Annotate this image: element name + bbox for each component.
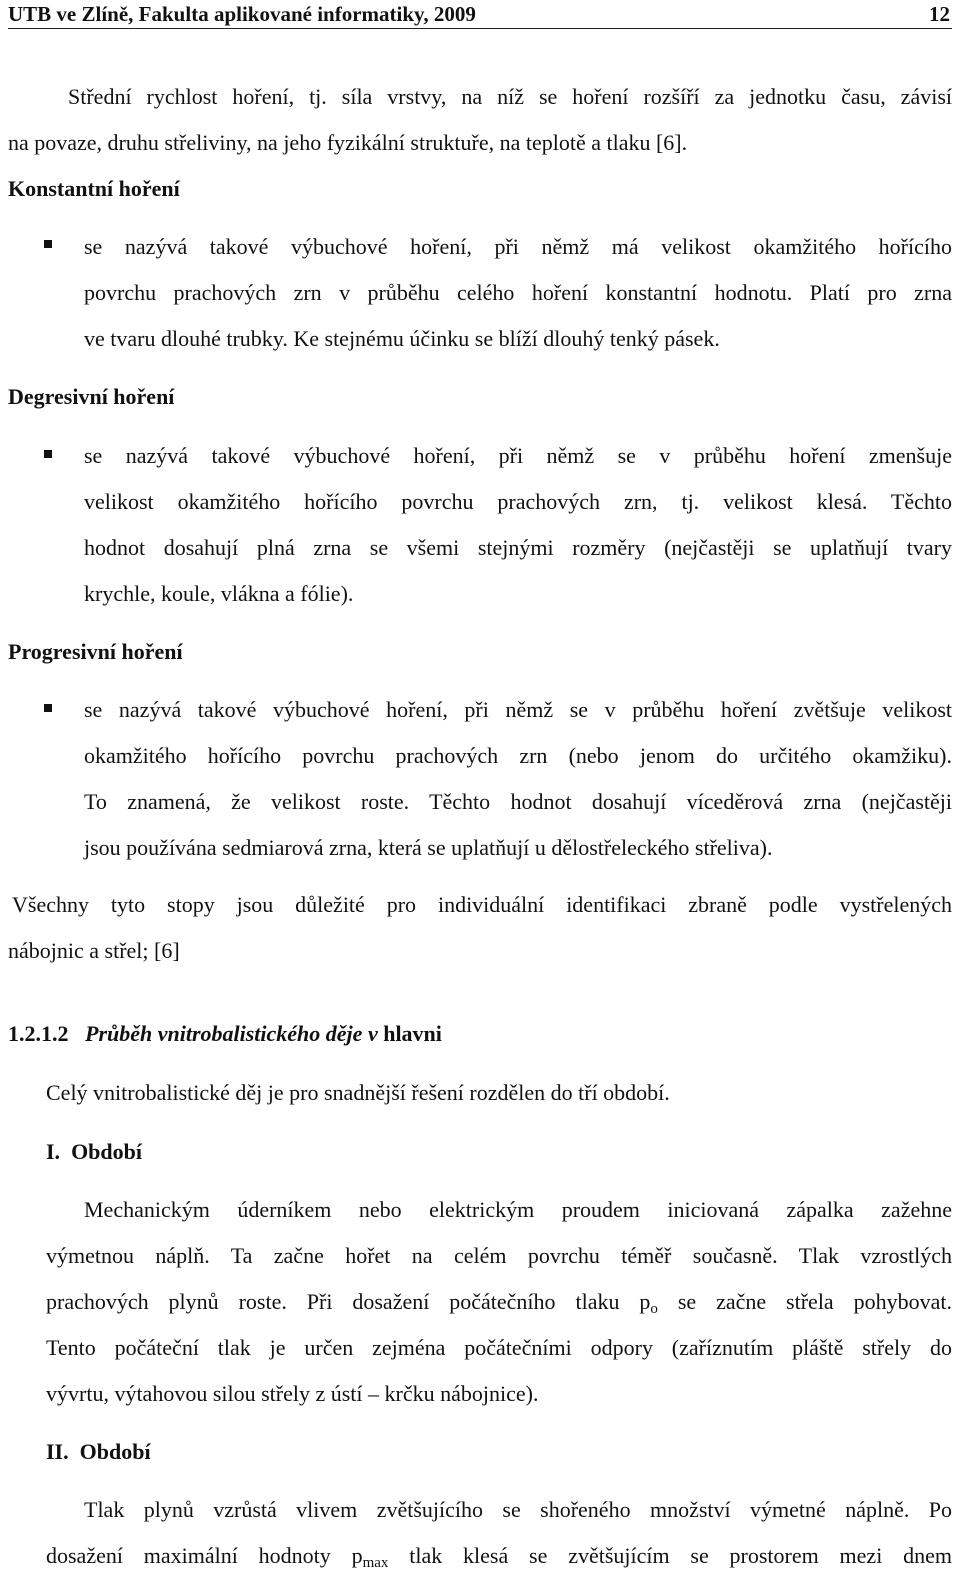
progresivni-line-4: jsou používána sedmiarová zrna, která se uplatňují u dělostřeleckého střeliva). <box>84 835 773 860</box>
section-heading <box>8 1021 442 1047</box>
header-title: UTB ve Zlíně, Fakulta aplikované informatiky, 2009 <box>8 2 476 26</box>
period-1-line-5: vývrtu, výtahovou silou střely z ústí – krčku nábojnice). <box>46 1381 539 1406</box>
section-number: 1.2.1.2 <box>8 1021 69 1046</box>
konstantni-line-1: se nazývá takové výbuchové hoření, při němž má velikost okamžitého hořícího <box>84 234 952 259</box>
bullet-icon <box>44 704 52 712</box>
heading-progresivni: Progresivní hoření <box>8 639 183 664</box>
degresivni-line-4: krychle, koule, vlákna a fólie). <box>84 581 354 606</box>
konstantni-line-2: povrchu prachových zrn v průběhu celého hoření konstantní hodnotu. Platí pro zrna <box>84 280 952 305</box>
page-header <box>8 0 952 29</box>
intro-line-2: na povaze, druhu střeliviny, na jeho fyzikální struktuře, na teplotě a tlaku [6]. <box>8 130 688 155</box>
heading-konstantni: Konstantní hoření <box>8 176 180 201</box>
bullet-icon <box>44 450 52 458</box>
period-1-line-1: Mechanickým úderníkem nebo elektrickým proudem iniciovaná zápalka zažehne <box>84 1197 952 1222</box>
progresivni-line-3: To znamená, že velikost roste. Těchto hodnot dosahují víceděrová zrna (nejčastěji <box>84 789 952 814</box>
section-title-plain: hlavni <box>383 1021 442 1046</box>
progresivni-line-1: se nazývá takové výbuchové hoření, při němž se v průběhu hoření zvětšuje velikost <box>84 697 952 722</box>
konstantni-line-3: ve tvaru dlouhé trubky. Ke stejnému účinku se blíží dlouhý tenký pásek. <box>84 326 720 351</box>
period-2-label: Období <box>79 1439 151 1464</box>
heading-degresivni: Degresivní hoření <box>8 384 175 409</box>
subscript-max: max <box>362 1555 389 1571</box>
period-2-line-2-rest: tlak klesá se zvětšujícím se prostorem mezi dnem <box>388 1543 952 1568</box>
period-1-line-3-rest: se začne střela pohybovat. <box>657 1289 952 1314</box>
period-1-line-2: výmetnou náplň. Ta začne hořet na celém povrchu téměř současně. Tlak vzrostlých <box>46 1243 952 1268</box>
period-1-line-4: Tento počáteční tlak je určen zejména počátečními odpory (zaříznutím pláště střely do <box>46 1335 952 1360</box>
period-1-roman: I. <box>46 1139 61 1164</box>
summary-line-2: nábojnic a střel; [6] <box>8 938 180 963</box>
section-intro: Celý vnitrobalistické děj je pro snadnější řešení rozdělen do tří období. <box>46 1080 670 1105</box>
section-title-italic: Průběh vnitrobalistického děje v <box>85 1021 378 1046</box>
period-2-line-2 <box>46 1543 952 1569</box>
period-1-line-3 <box>46 1289 952 1315</box>
period-1-line-3-text: prachových plynů roste. Při dosažení počátečního tlaku p <box>46 1289 651 1314</box>
degresivni-line-2: velikost okamžitého hořícího povrchu prachových zrn, tj. velikost klesá. Těchto <box>84 489 952 514</box>
period-1-label: Období <box>71 1139 142 1164</box>
degresivni-line-3: hodnot dosahují plná zrna se všemi stejnými rozměry (nejčastěji se uplatňují tvary <box>84 535 952 560</box>
subscript-o: o <box>650 1301 658 1317</box>
degresivni-line-1: se nazývá takové výbuchové hoření, při němž se v průběhu hoření zmenšuje <box>84 443 952 468</box>
page-number: 12 <box>929 2 950 26</box>
period-2-line-1: Tlak plynů vzrůstá vlivem zvětšujícího se shořeného množství výmetné náplně. Po <box>84 1497 952 1522</box>
bullet-icon <box>44 240 52 248</box>
period-1-heading <box>46 1139 142 1165</box>
summary-line-1: Všechny tyto stopy jsou důležité pro individuální identifikaci zbraně podle vystřelených <box>12 892 952 917</box>
intro-line-1: Střední rychlost hoření, tj. síla vrstvy, na níž se hoření rozšíří za jednotku času, závisí <box>68 84 952 109</box>
progresivni-line-2: okamžitého hořícího povrchu prachových zrn (nebo jenom do určitého okamžiku). <box>84 743 952 768</box>
period-2-heading <box>46 1439 151 1465</box>
period-2-line-2-text: dosažení maximální hodnoty p <box>46 1543 363 1568</box>
period-2-roman: II. <box>46 1439 69 1464</box>
